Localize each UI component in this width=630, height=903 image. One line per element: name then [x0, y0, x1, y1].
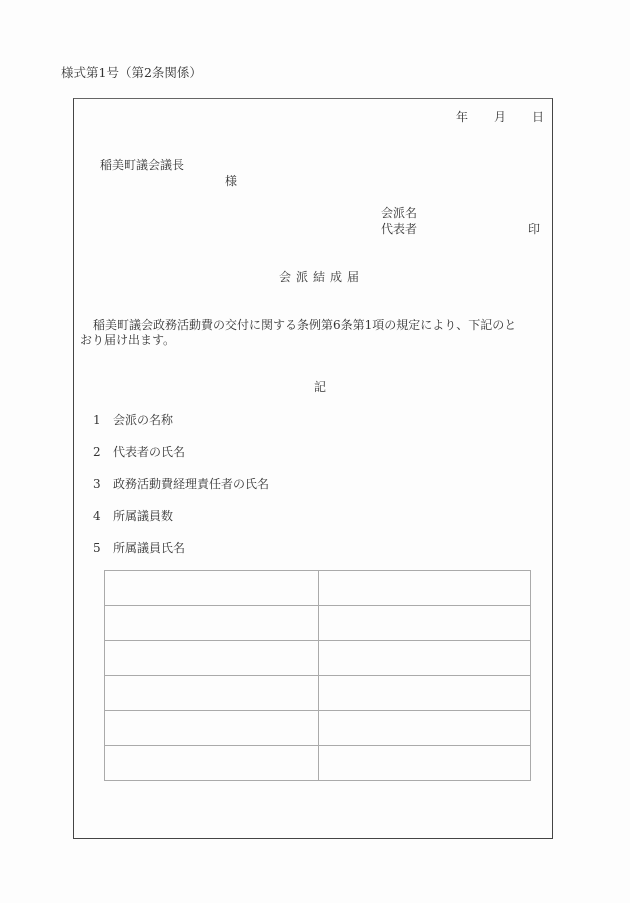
table-row: [105, 711, 531, 746]
table-row: [105, 641, 531, 676]
body-text-line-1: 稲美町議会政務活動費の交付に関する条例第6条第1項の規定により、下記のと: [93, 318, 517, 332]
seal-mark: 印: [528, 222, 541, 236]
table-cell[interactable]: [319, 641, 531, 676]
table-cell[interactable]: [105, 641, 319, 676]
item-member-names: 5 所属議員氏名: [93, 541, 186, 555]
date-day: 日: [532, 110, 545, 124]
item-member-count: 4 所属議員数: [93, 509, 174, 523]
date-year: 年: [456, 110, 469, 124]
representative-label: 代表者: [381, 222, 418, 236]
document-title: 会派結成届: [279, 270, 365, 284]
item-group-name: 1 会派の名称: [93, 413, 174, 427]
date-month: 月: [494, 110, 507, 124]
table-row: [105, 676, 531, 711]
table-cell[interactable]: [105, 676, 319, 711]
members-table: [104, 570, 531, 781]
honorific: 様: [225, 174, 238, 188]
group-name-label: 会派名: [381, 206, 418, 220]
ki-heading: 記: [314, 380, 327, 394]
addressee: 稲美町議会議長: [100, 158, 185, 172]
table-cell[interactable]: [105, 606, 319, 641]
table-cell[interactable]: [319, 711, 531, 746]
table-cell[interactable]: [319, 571, 531, 606]
date-row: [456, 110, 544, 124]
table-row: [105, 746, 531, 781]
table-cell[interactable]: [105, 746, 319, 781]
table-cell[interactable]: [105, 711, 319, 746]
table-row: [105, 571, 531, 606]
table-row: [105, 606, 531, 641]
form-number: 様式第1号（第2条関係）: [61, 65, 202, 80]
body-text-line-2: おり届け出ます。: [80, 333, 176, 347]
table-cell[interactable]: [319, 606, 531, 641]
item-accounting-officer-name: 3 政務活動費経理責任者の氏名: [93, 477, 270, 491]
table-cell[interactable]: [105, 571, 319, 606]
table-cell[interactable]: [319, 746, 531, 781]
item-representative-name: 2 代表者の氏名: [93, 445, 186, 459]
table-cell[interactable]: [319, 676, 531, 711]
